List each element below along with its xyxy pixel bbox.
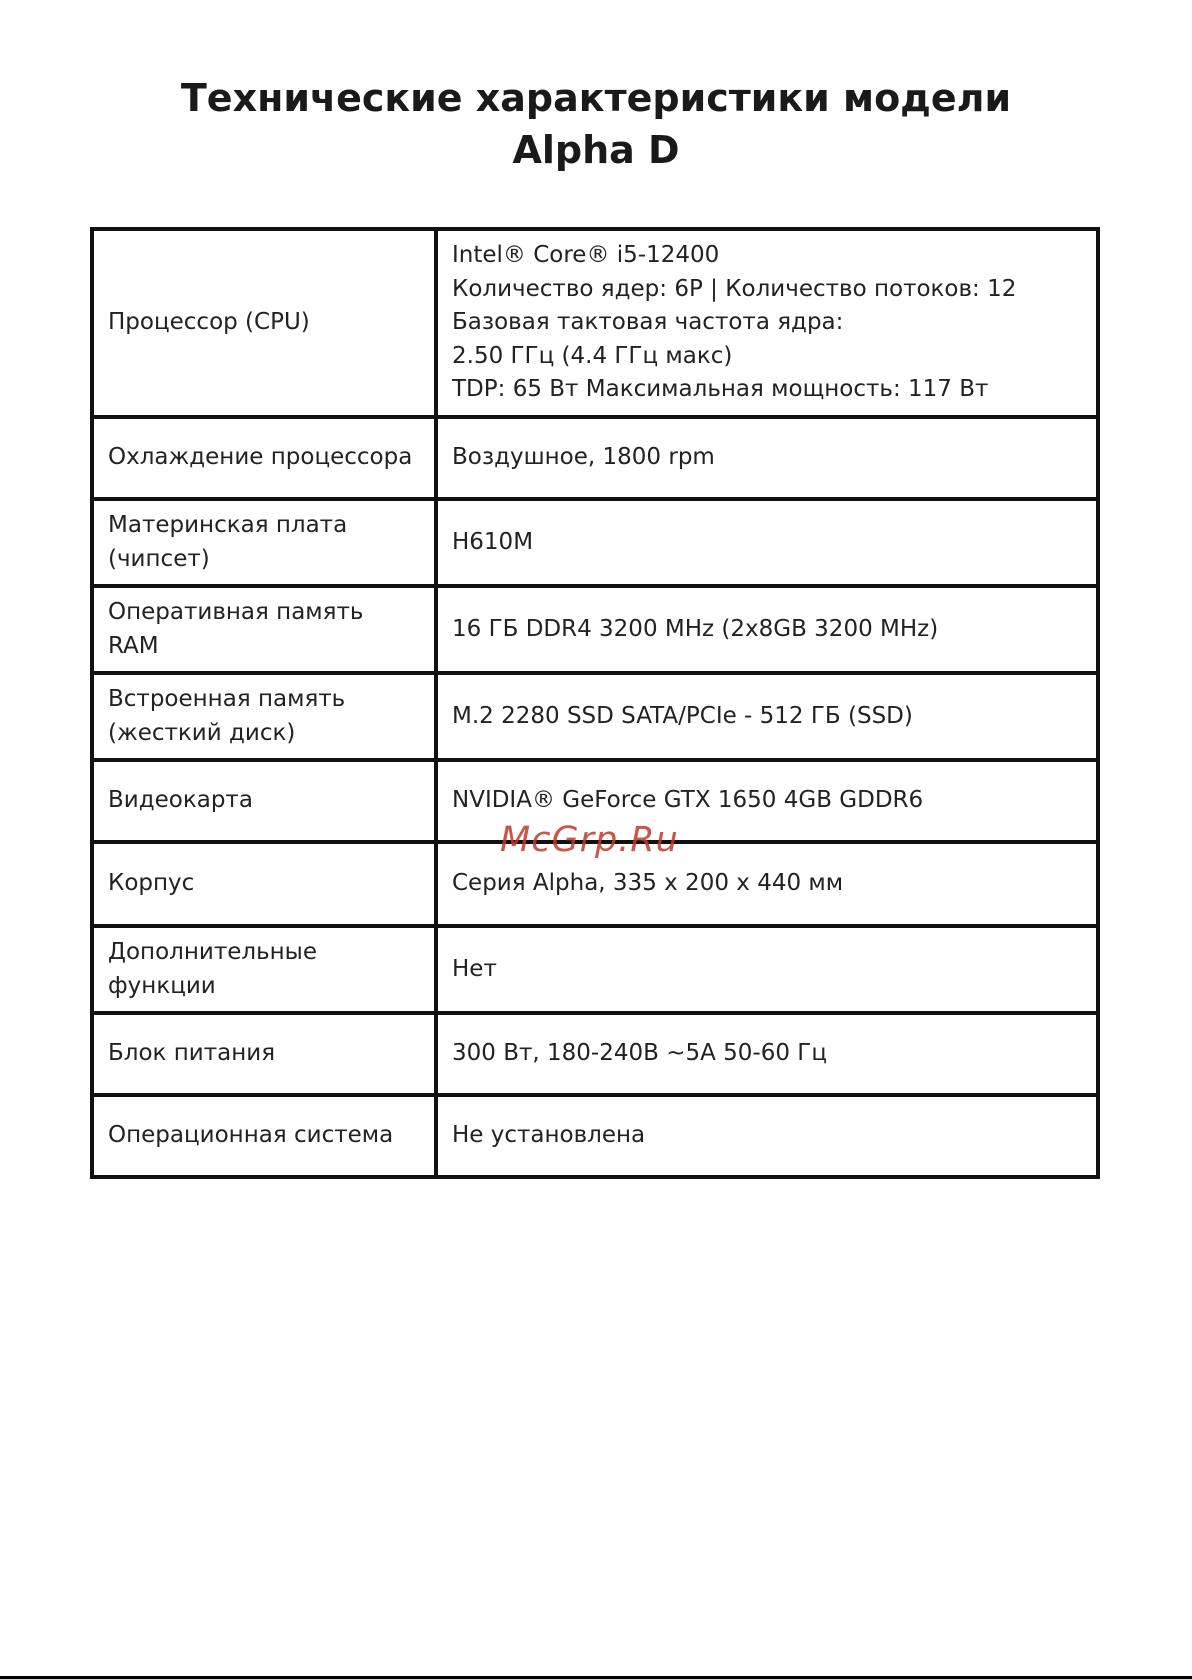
table-row — [92, 673, 1098, 760]
spec-value: Серия Alpha, 335 x 200 x 440 мм — [452, 870, 844, 897]
spec-label: функции — [108, 972, 216, 999]
spec-value-cell — [436, 1095, 1098, 1177]
spec-label: Блок питания — [108, 1040, 276, 1067]
spec-label: Материнская плата — [108, 512, 348, 538]
spec-value-cell — [436, 229, 1098, 417]
page-title-line1: Технические характеристики модели — [180, 76, 1012, 120]
spec-label-cell — [92, 1095, 436, 1177]
watermark: McGrp.Ru — [500, 820, 679, 860]
spec-value-cell — [436, 417, 1098, 499]
spec-label: Операционная система — [108, 1122, 394, 1149]
spec-label: Оперативная память — [108, 599, 364, 625]
table-row — [92, 1013, 1098, 1095]
spec-label: Видеокарта — [108, 787, 253, 814]
spec-label: Процессор (CPU) — [108, 309, 310, 336]
spec-value: Нет — [452, 955, 497, 982]
table-row — [92, 586, 1098, 673]
table-row — [92, 926, 1098, 1013]
spec-value: Базовая тактовая частота ядра: — [452, 309, 844, 336]
table-row — [92, 499, 1098, 586]
spec-value: Intel® Core® i5-12400 — [452, 242, 720, 269]
spec-label: (жесткий диск) — [108, 719, 296, 746]
table-row — [92, 229, 1098, 417]
spec-table — [90, 227, 1100, 1179]
spec-table-body — [92, 229, 1098, 1177]
spec-value-cell — [436, 1013, 1098, 1095]
spec-value-cell — [436, 926, 1098, 1013]
spec-label-cell — [92, 842, 436, 926]
spec-value: M.2 2280 SSD SATA/PCIe - 512 ГБ (SSD) — [452, 702, 913, 729]
spec-label-cell — [92, 417, 436, 499]
spec-label-cell — [92, 926, 436, 1013]
spec-label: Встроенная память — [108, 686, 346, 712]
spec-value: Воздушное, 1800 rpm — [452, 444, 715, 471]
table-row — [92, 1095, 1098, 1177]
spec-label: Дополнительные — [108, 939, 317, 965]
page-title-line2: Alpha D — [512, 128, 680, 172]
spec-value: H610M — [452, 528, 534, 555]
spec-value: 16 ГБ DDR4 3200 MHz (2x8GB 3200 MHz) — [452, 615, 939, 642]
spec-label-cell — [92, 673, 436, 760]
spec-label-cell — [92, 499, 436, 586]
spec-value: Количество ядер: 6P | Количество потоков: 12 — [452, 275, 1017, 302]
spec-value-cell — [436, 586, 1098, 673]
spec-value: 300 Вт, 180-240В ~5А 50-60 Гц — [452, 1040, 827, 1067]
spec-value: NVIDIA® GeForce GTX 1650 4GB GDDR6 — [452, 787, 924, 814]
page-title — [0, 72, 1192, 176]
spec-value: TDP: 65 Вт Максимальная мощность: 117 Вт — [452, 376, 989, 403]
spec-value: 2.50 ГГц (4.4 ГГц макс) — [452, 342, 733, 369]
spec-label-cell — [92, 1013, 436, 1095]
table-row — [92, 417, 1098, 499]
spec-label: (чипсет) — [108, 545, 210, 572]
spec-label-cell — [92, 229, 436, 417]
spec-value: Не установлена — [452, 1122, 646, 1149]
spec-label-cell — [92, 586, 436, 673]
spec-label-cell — [92, 760, 436, 842]
spec-label: Охлаждение процессора — [108, 444, 413, 471]
spec-value-cell — [436, 499, 1098, 586]
spec-label: RAM — [108, 632, 159, 659]
spec-label: Корпус — [108, 870, 195, 897]
spec-value-cell — [436, 673, 1098, 760]
